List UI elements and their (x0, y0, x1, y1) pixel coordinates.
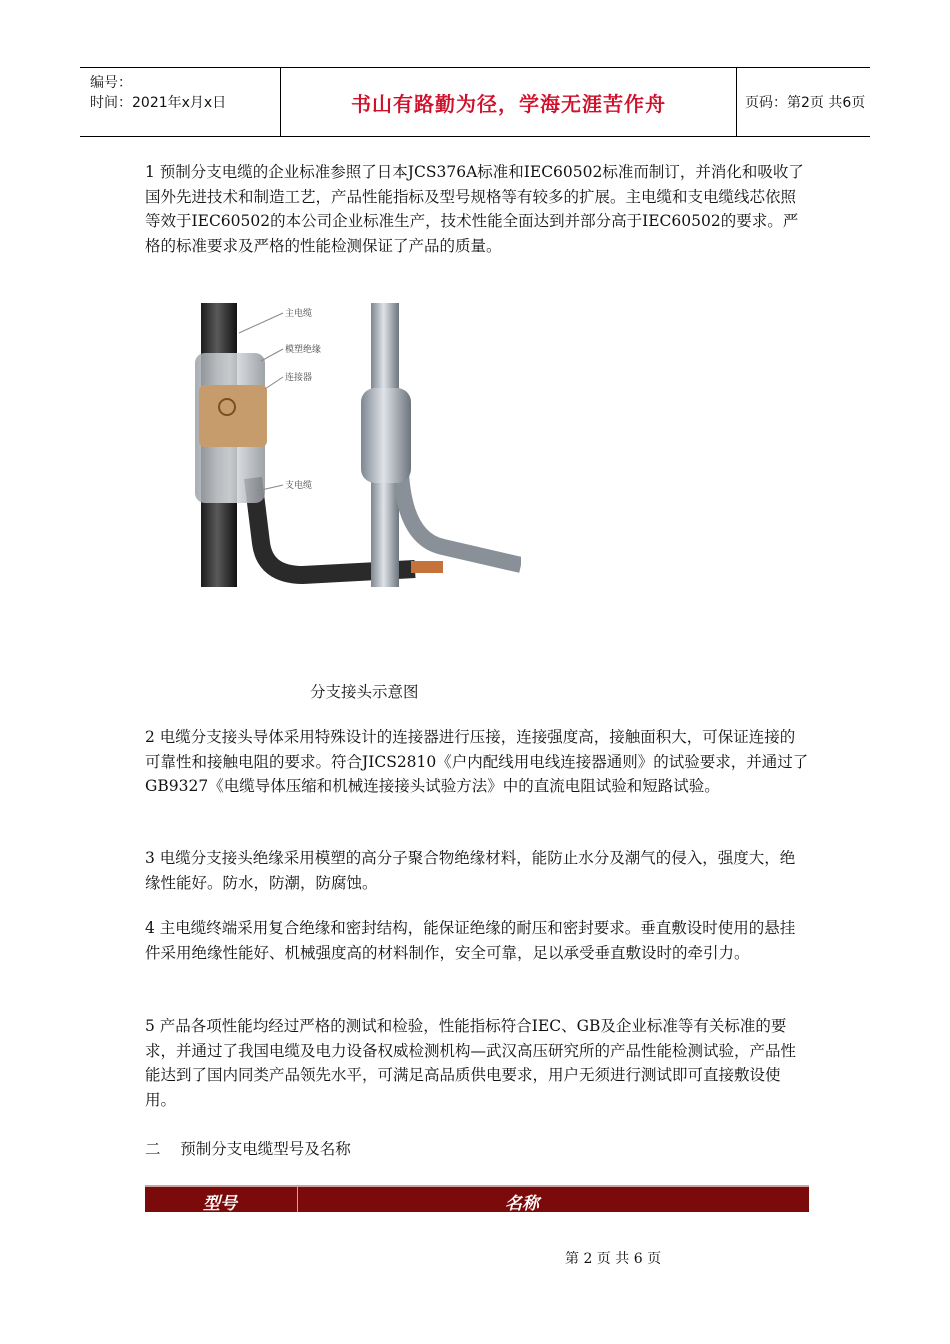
header-motto: 书山有路勤为径，学海无涯苦作舟 (351, 91, 666, 116)
header-motto-cell (280, 68, 737, 136)
header-page-info: 页码：第2页 共6页 (745, 95, 866, 111)
date-label: 时间：2021年x月x日 (90, 95, 227, 111)
paragraph-3: 3 电缆分支接头绝缘采用模塑的高分子聚合物绝缘材料，能防止水分及潮气的侵入，强度大，绝缘性能好。防水，防潮，防腐蚀。 (145, 849, 796, 892)
section-heading: 二 预制分支电缆型号及名称 (145, 1140, 351, 1158)
column-divider (297, 1187, 298, 1212)
paragraph-5: 5 产品各项性能均经过严格的测试和检验，性能指标符合IEC、GB及企业标准等有关标准的要求，并通过了我国电缆及电力设备权威检测机构—武汉高压研究所的产品性能检测试验，产品性能达到了国内同类产品领先水平，可满足高品质供电要求，用户无须进行测试即可直接敷设使用。 (145, 1017, 797, 1109)
copper-core (411, 561, 443, 573)
header-meta (80, 68, 280, 136)
leader-line (265, 377, 283, 389)
leader-line (239, 313, 283, 333)
page-footer: 第 2 页 共 6 页 (565, 1251, 662, 1267)
table-header-name: 名称 (505, 1194, 539, 1214)
table-header (145, 1185, 809, 1212)
label-connector: 连接器 (285, 373, 313, 383)
label-molded-insulation: 模塑绝缘 (285, 345, 322, 355)
paragraph-4: 4 主电缆终端采用复合绝缘和密封结构，能保证绝缘的耐压和密封要求。垂直敷设时使用的悬挂件采用绝缘性能好、机械强度高的材料制作，安全可靠，足以承受垂直敷设时的牵引力。 (145, 919, 796, 962)
leader-line (261, 349, 283, 361)
branch-cable-photo (401, 473, 521, 565)
label-main-cable: 主电缆 (285, 309, 313, 319)
number-label: 编号： (90, 75, 132, 91)
table-header-model: 型号 (203, 1194, 237, 1214)
paragraph-1: 1 预制分支电缆的企业标准参照了日本JCS376A标准和IEC60502标准而制订，并消化和吸收了国外先进技术和制造工艺，产品性能指标及型号规格等有较多的扩展。主电缆和支电缆线芯依照等效于IEC60502的本公司企业标准生产，技术性能全面达到并部分高于IEC60502的要求。严格的标准要求及严格的性能检测保证了产品的质量。 (145, 163, 804, 255)
branch-joint-diagram (143, 303, 521, 587)
joint-body-photo (361, 388, 411, 483)
connector (199, 385, 267, 447)
page-header (80, 67, 870, 137)
label-branch-cable: 支电缆 (285, 481, 313, 491)
figure-caption: 分支接头示意图 (310, 683, 419, 701)
paragraph-2: 2 电缆分支接头导体采用特殊设计的连接器进行压接，连接强度高，接触面积大，可保证连接的可靠性和接触电阻的要求。符合JICS2810《户内配线用电线连接器通则》的试验要求，并通过了GB9327《电缆导体压缩和机械连接接头试验方法》中的直流电阻试验和短路试验。 (145, 728, 809, 795)
